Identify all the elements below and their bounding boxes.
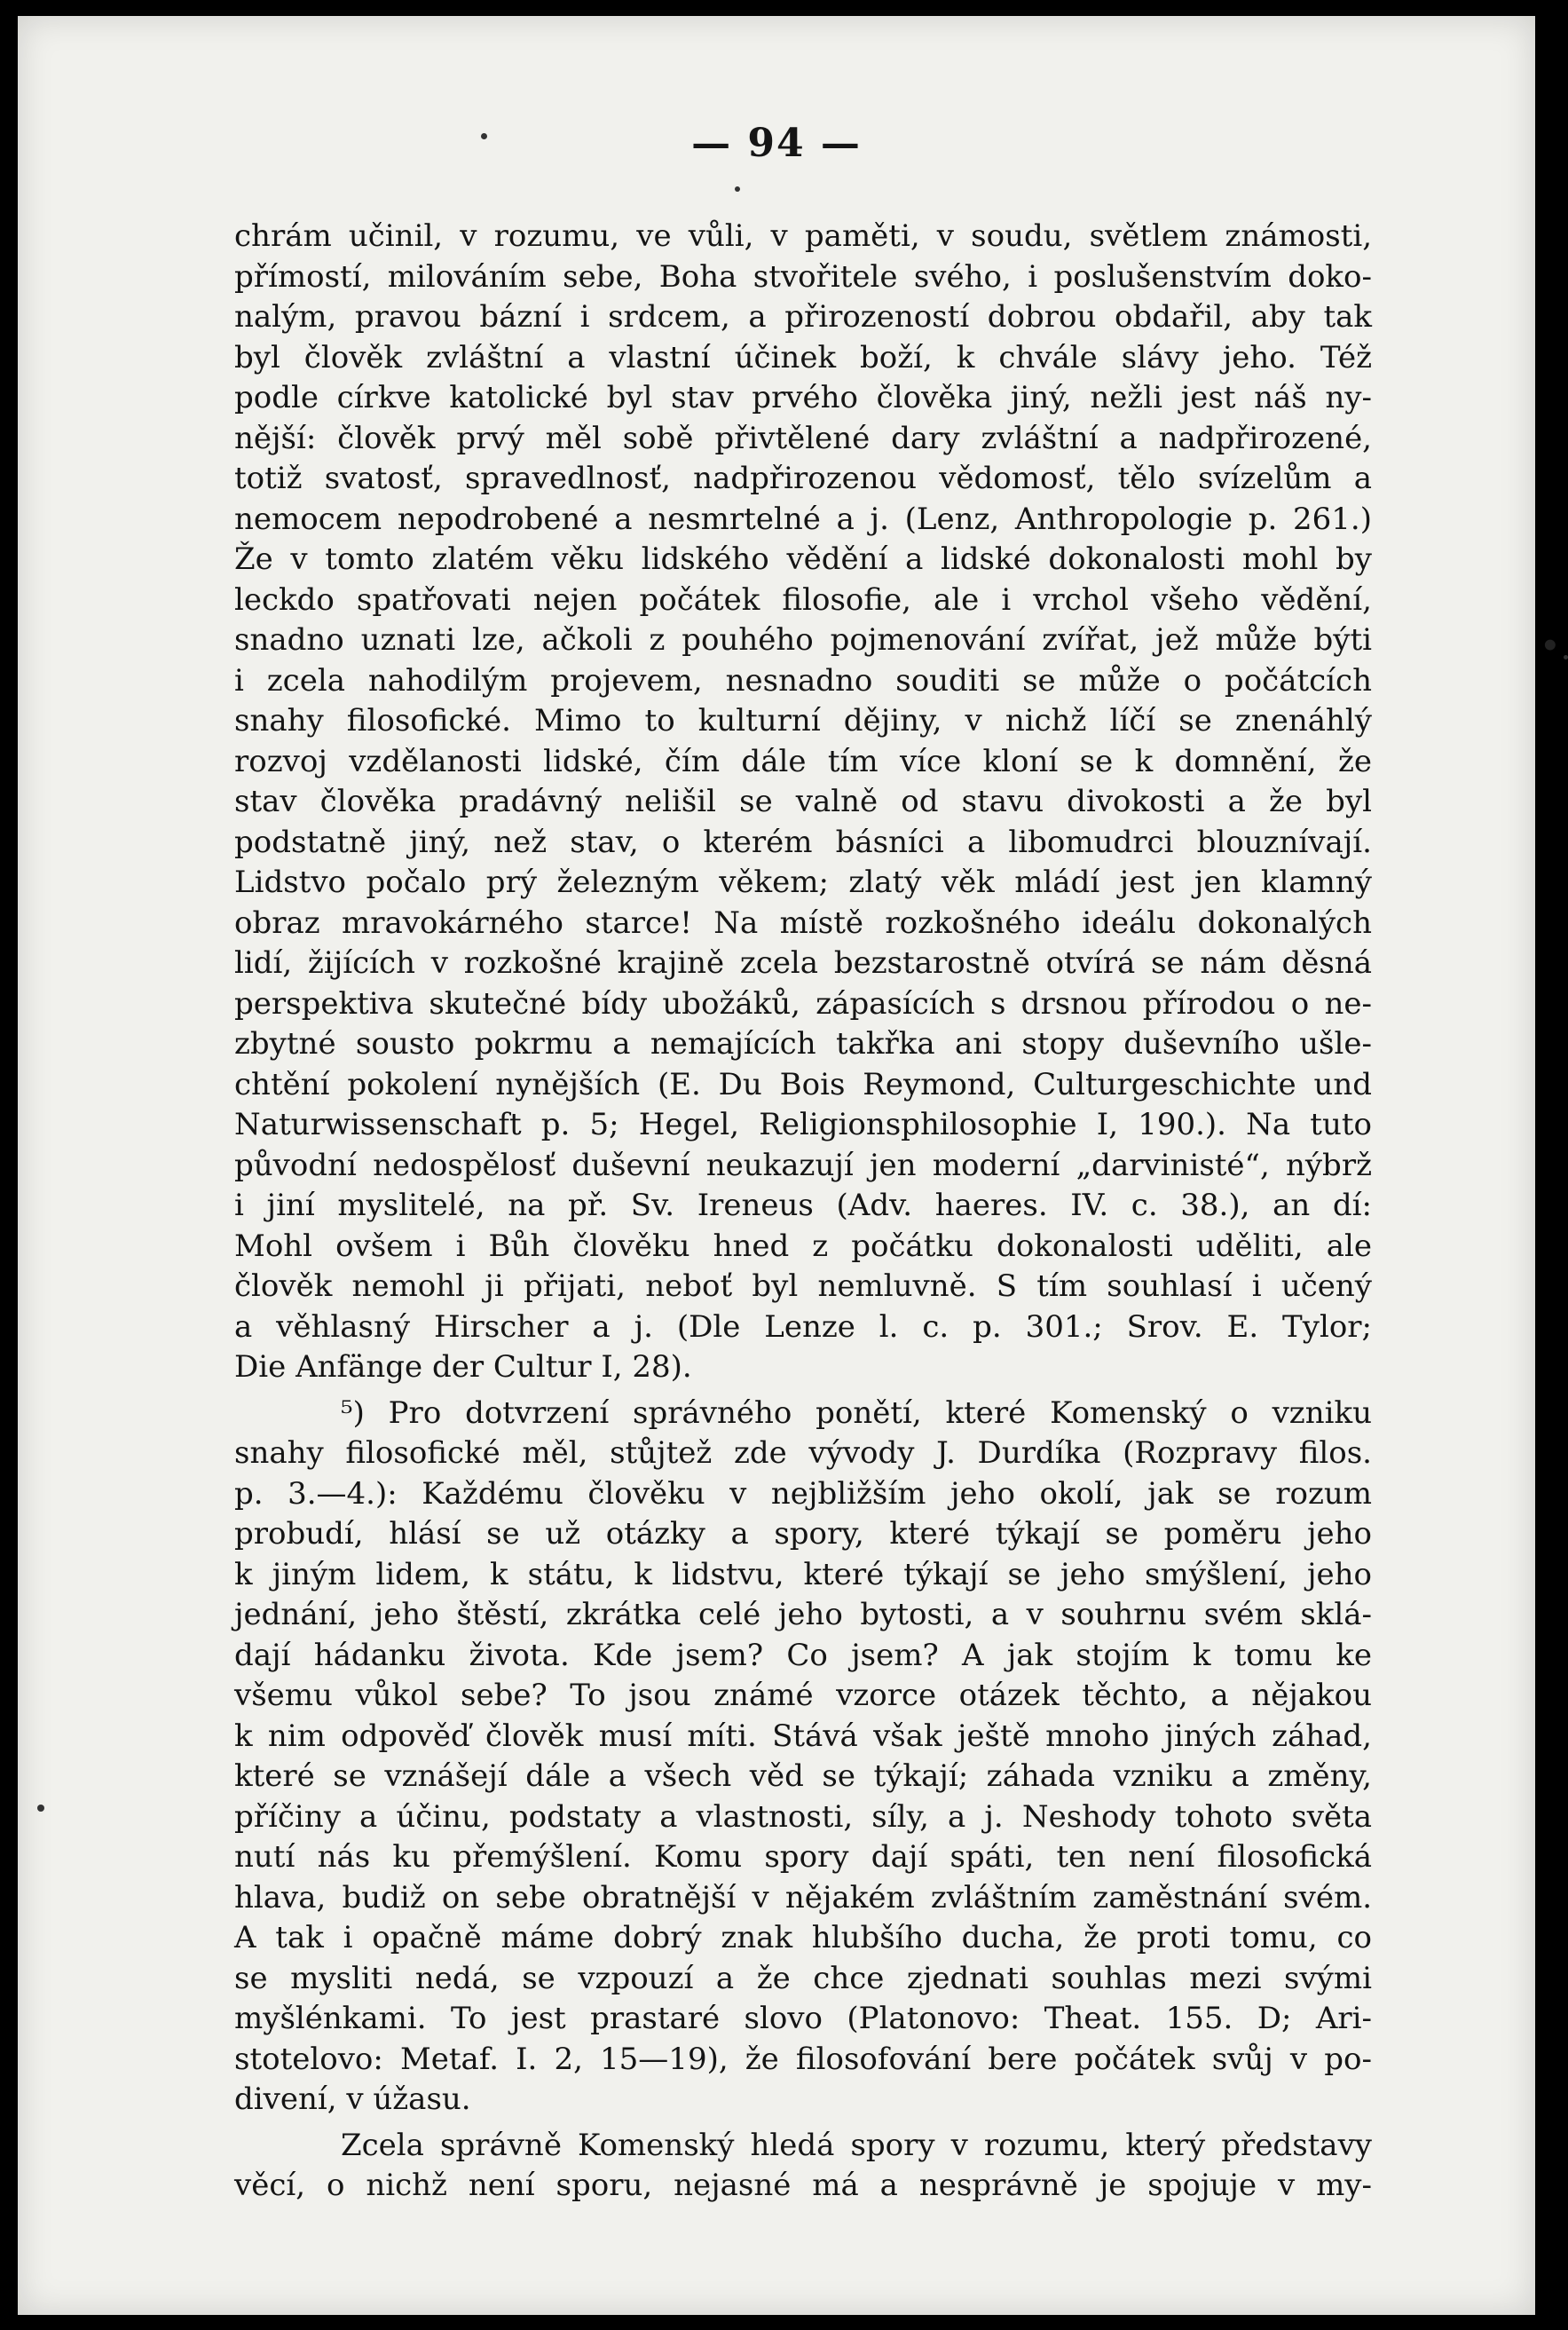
text-line: se mysliti nedá, se vzpouzí a že chce zjednati souhlas mezi svými [234,1960,1372,1996]
text-line: leckdo spatřovati nejen počátek filosofie, ale i vrchol všeho vědění, [234,581,1372,618]
text-line: myšlénkami. To jest prastaré slovo (Platonovo: Theat. 155. D; Ari- [234,2001,1372,2036]
text-line: stotelovo: Metaf. I. 2, 15—19), že filosofování bere počátek svůj v po- [234,2041,1372,2077]
text-line: snahy filosofické měl, stůjtež zde vývody J. Durdíka (Rozpravy filos. [234,1435,1372,1471]
text-line: rozvoj vzdělanosti lidské, čím dále tím více kloní se k domnění, že [234,743,1372,779]
text-line: člověk nemohl ji přijati, neboť byl nemluvně. S tím souhlasí i učený [234,1268,1372,1304]
text-line: dají hádanku života. Kde jsem? Co jsem? A jak stojím k tomu ke [234,1637,1372,1673]
text-line: nější: člověk prvý měl sobě přivtělené dary zvláštní a nadpřirozené, [234,420,1372,456]
text-line: které se vznášejí dále a všech věd se týkají; záhada vzniku a změny, [234,1758,1372,1794]
text-line: lidí, žijících v rozkošné krajině zcela bezstarostně otvírá se nám děsná [234,945,1372,981]
text-line: Zcela správně Komenský hledá spory v rozumu, který představy [341,2127,1372,2163]
text-line: i jiní myslitelé, na př. Sv. Ireneus (Adv. haeres. IV. c. 38.), an dí: [234,1188,1372,1223]
text-line: obraz mravokárného starce! Na místě rozkošného ideálu dokonalých [234,904,1372,941]
page-number: — 94 — [691,121,862,166]
text-line: jednání, jeho štěstí, zkrátka celé jeho bytosti, a v souhrnu svém sklá- [234,1597,1372,1632]
body-text [234,217,1372,2207]
text-line: Lidstvo počalo prý železným věkem; zlatý věk mládí jest jen klamný [234,865,1372,900]
text-line: Mohl ovšem i Bůh člověku hned z počátku dokonalosti uděliti, ale [234,1228,1372,1264]
text-line: podstatně jiný, než stav, o kterém básníci a libomudrci blouznívají. [234,824,1372,860]
text-line: podle církve katolické byl stav prvého člověka jiný, nežli jest náš ny- [234,380,1372,415]
ink-speck [37,1805,44,1812]
text-line: perspektiva skutečné bídy ubožáků, zápasících s drsnou přírodou o ne- [234,985,1372,1022]
text-line: probudí, hlásí se už otázky a spory, které týkají se poměru jeho [234,1516,1372,1552]
ink-speck [735,186,740,192]
text-line: původní nedospělosť duševní neukazují jen moderní „darvinisté“, nýbrž [234,1147,1372,1183]
text-line: všemu vůkol sebe? To jsou známé vzorce otázek těchto, a nějakou [234,1678,1372,1713]
text-line: snadno uznati lze, ačkoli z pouhého pojmenování zvířat, jež může býti [234,622,1372,658]
text-line: nalým, pravou bázní i srdcem, a přirozeností dobrou obdařil, aby tak [234,299,1372,335]
text-line: chrám učinil, v rozumu, ve vůli, v paměti, v soudu, světlem známosti, [234,218,1372,254]
text-line: Že v tomto zlatém věku lidského vědění a lidské dokonalosti mohl by [234,541,1372,577]
text-line: snahy filosofické. Mimo to kulturní dějiny, v nichž líčí se znenáhlý [234,703,1372,738]
margin-mark: • [1540,628,1560,664]
text-line: Die Anfänge der Cultur I, 28). [234,1349,692,1385]
text-line: totiž svatosť, spravedlnosť, nadpřirozenou vědomosť, tělo svízelům a [234,461,1372,496]
ink-speck [1564,655,1568,660]
text-line: příčiny a účinu, podstaty a vlastnosti, síly, a j. Neshody tohoto světa [234,1798,1372,1835]
text-line: p. 3.—4.): Každému člověku v nejbližším jeho okolí, jak se rozum [234,1475,1372,1512]
text-line: k jiným lidem, k státu, k lidstvu, které týkají se jeho smýšlení, jeho [234,1556,1372,1592]
text-line: nutí nás ku přemýšlení. Komu spory dají spáti, ten není filosofická [234,1839,1372,1875]
text-line: věcí, o nichž není sporu, nejasné má a nesprávně je spojuje v my- [234,2168,1372,2203]
text-line: Naturwissenschaft p. 5; Hegel, Religionsphilosophie I, 190.). Na tuto [234,1107,1372,1142]
text-line: přímostí, milováním sebe, Boha stvořitele svého, i poslušenstvím doko- [234,258,1372,295]
text-line: chtění pokolení nynějších (E. Du Bois Reymond, Culturgeschichte und [234,1066,1372,1102]
text-line: k nim odpověď člověk musí míti. Stává však ještě mnoho jiných záhad, [234,1718,1372,1754]
text-line: zbytné sousto pokrmu a nemajících takřka ani stopy duševního ušle- [234,1026,1372,1062]
ink-speck [481,133,487,139]
paragraph-3 [234,2126,1372,2207]
text-line: divení, v úžasu. [234,2081,471,2117]
paragraph-1 [234,217,1372,1388]
text-line: i zcela nahodilým projevem, nesnadno souditi se může o počátcích [234,662,1372,699]
text-line: hlava, budiž on sebe obratnější v nějakém zvláštním zaměstnání svém. [234,1879,1372,1915]
text-line: byl člověk zvláštní a vlastní účinek boží, k chvále slávy jeho. Též [234,339,1372,375]
scanned-page [18,16,1560,2315]
text-line: ⁵) Pro dotvrzení správného ponětí, které Komenský o vzniku [341,1394,1372,1431]
paragraph-2-footnote [234,1394,1372,2121]
text-line: stav člověka pradávný nelišil se valně od stavu divokosti a že byl [234,784,1372,819]
text-line: A tak i opačně máme dobrý znak hlubšího ducha, že proti tomu, co [234,1920,1372,1955]
text-line: a věhlasný Hirscher a j. (Dle Lenze l. c. p. 301.; Srov. E. Tylor; [234,1308,1372,1345]
text-line: nemocem nepodrobené a nesmrtelné a j. (Lenz, Anthropologie p. 261.) [234,501,1372,537]
